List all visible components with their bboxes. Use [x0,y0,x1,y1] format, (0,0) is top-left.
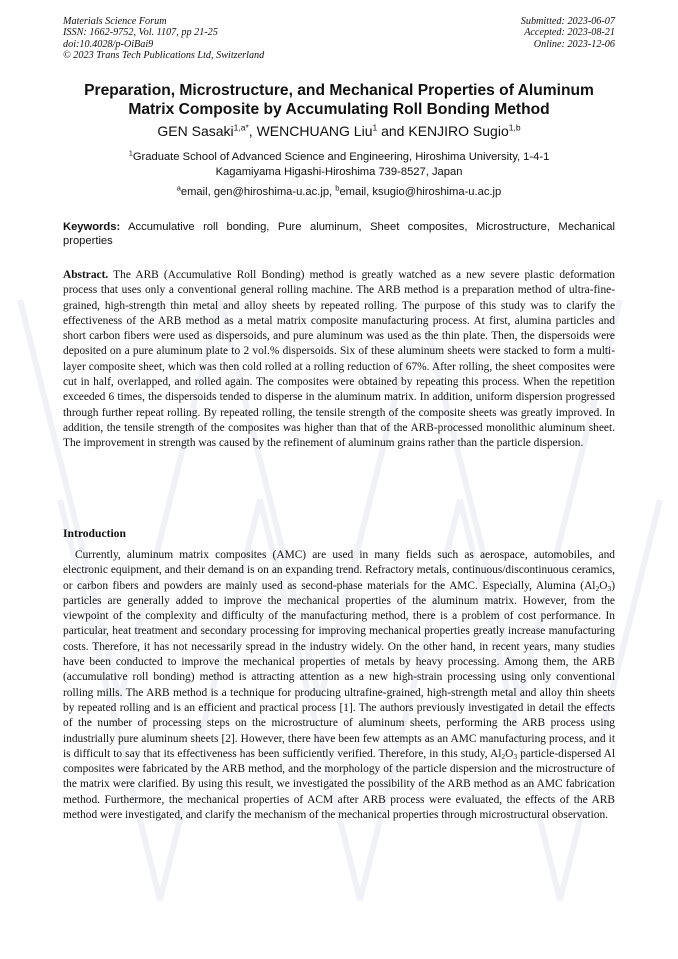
submitted-date: Submitted: 2023-06-07 [520,16,615,27]
email-link[interactable]: email, gen@hiroshima-u.ac.jp, [180,186,336,198]
accepted-date: Accepted: 2023-08-21 [524,27,615,39]
affiliation-line-2: Kagamiyama Higashi-Hiroshima 739-8527, Japan [215,166,463,178]
copyright: © 2023 Trans Tech Publications Ltd, Switzerland [63,50,265,62]
author-separator: and [377,123,409,139]
email-link[interactable]: email, ksugio@hiroshima-u.ac.jp [339,186,502,198]
author-affiliation-mark: 1,a* [233,122,249,133]
abstract-text: The ARB (Accumulative Roll Bonding) method is greatly watched as a new severe plastic deformation process that uses only a conventional general rolling machine. The ARB method is a preparation method of ultra-fine-grained, high-strength thin metal and alloy sheets by repeated rolling. The purpose of this study was to clarify the effectiveness of the ARB method as a metal matrix composite manufacturing process. At first, alumina particles and short carbon fibers were used as dispersoids, and pure aluminum was used as the thin plate. Then, the dispersoids were deposited on a pure aluminum plate to 2 vol.% dispersoids. Six of these aluminum sheets were stacked to form a multi-layer composite sheet, which was then cold rolled at a rolling reduction of 67%. After rolling, the sheet composites were cut in half, overlapped, and rolled again. The composites were obtained by repeating this process. When the repetition exceeded 6 times, the dispersoids tended to disperse in the aluminum matrix. In addition, uniform dispersion progressed through further repeat rolling. By repeated rolling, the tensile strength of the composite sheets was greatly improved. In addition, the tensile strength of the composites was higher than that of the ARB-processed monolithic aluminum sheet. The improvement in strength was caused by the refinement of aluminum grains rather than the particle dispersion. [63,269,615,450]
author-name: GEN Sasaki [157,123,234,139]
author-affiliation-mark: 1,b [508,122,521,133]
chem-subscript: 2 [595,583,600,593]
chem-subscript: 3 [513,751,518,761]
author-separator: , [248,123,257,139]
title-line-2: Matrix Composite by Accumulating Roll Bonding Method [128,101,550,118]
section-heading: Introduction [63,527,126,540]
chem-subscript: 3 [607,583,612,593]
doi: doi:10.4028/p-OiBai9 [63,38,154,50]
email-mark: a [176,183,181,193]
introduction-paragraph [63,548,615,823]
issn-line: ISSN: 1662-9752, Vol. 1107, pp 21-25 [63,27,218,39]
paper-title [63,81,615,119]
author-list [63,122,615,140]
email-mark: b [335,183,340,193]
affiliation-line-1: Graduate School of Advanced Science and Engineering, Hiroshima University, 1-4-1 [132,151,550,163]
intro-text: Currently, aluminum matrix composites (AMC) are used in many fields such as aerospace, automobiles, and electronic equipment, and their demand is on an expanding trend. Refractory metals, continuous/discontinuous ceramics, or carbon fibers and powders are mainly used as second-phase materials for the AMC. Especially, Alumina (Al [63,549,615,592]
author-name: KENJIRO Sugio [408,123,509,139]
intro-text: ) particles are generally added to improve the mechanical properties of the aluminum matrix. However, from the viewpoint of the complexity and difficulty of the manufacturing method, there is a problem of cost performance. In particular, heat treatment and secondary processing for improving mechanical properties greatly increase manufacturing costs. Therefore, it has not necessarily spread in the industry widely. On the other hand, in recent years, many studies have been conducted to improve the mechanical properties of metals by heavy processing. Among them, the ARB (accumulative roll bonding) method is attracting attention as a new high-strain processing using only conventional rolling mills. The ARB method is a technique for producing ultrafine-grained, high-strength metal and alloy thin sheets by repeated rolling and is an efficient and practical process [1]. The authors previously investigated in detail the effects of the number of processing steps on the microstructure of aluminum sheets, performing the ARB process using industrially pure aluminum sheets [2]. However, there have been few attempts as an AMC manufacturing process, and it is difficult to say that its effectiveness has been sufficiently verified. Therefore, in this study, Al [63,579,615,760]
journal-info [63,16,264,62]
publication-dates [521,16,615,50]
author-affiliation-mark: 1 [372,122,378,133]
keywords-label: Keywords: [63,221,121,233]
email-line [63,185,615,200]
chem-subscript: 2 [501,751,506,761]
title-line-1: Preparation, Microstructure, and Mechanical Properties of Aluminum [84,82,594,99]
journal-name: Materials Science Forum [63,16,167,27]
online-date: Online: 2023-12-06 [533,38,615,50]
intro-text: O [505,747,514,760]
intro-text: O [599,579,608,592]
author-name: WENCHUANG Liu [256,123,373,139]
abstract-label: Abstract. [63,269,109,281]
keywords-text: Accumulative roll bonding, Pure aluminum, Sheet composites, Microstructure, Mechanical properties [63,221,615,247]
abstract [63,268,615,452]
affiliation [63,150,615,180]
affiliation-mark: 1 [128,148,133,158]
intro-text: particle-dispersed Al composites were fabricated by the ARB method, and the morphology of the particle dispersion and the microstructure of the matrix were clarified. By using this result, we investigated the possibility of the ARB method as an AMC fabrication method. Furthermore, the mechanical properties of ACM after ARB process were evaluated, the effects of the ARB method were investigated, and clarify the mechanism of the mechanical properties through microstructural observation. [63,747,615,822]
keywords [63,220,615,248]
